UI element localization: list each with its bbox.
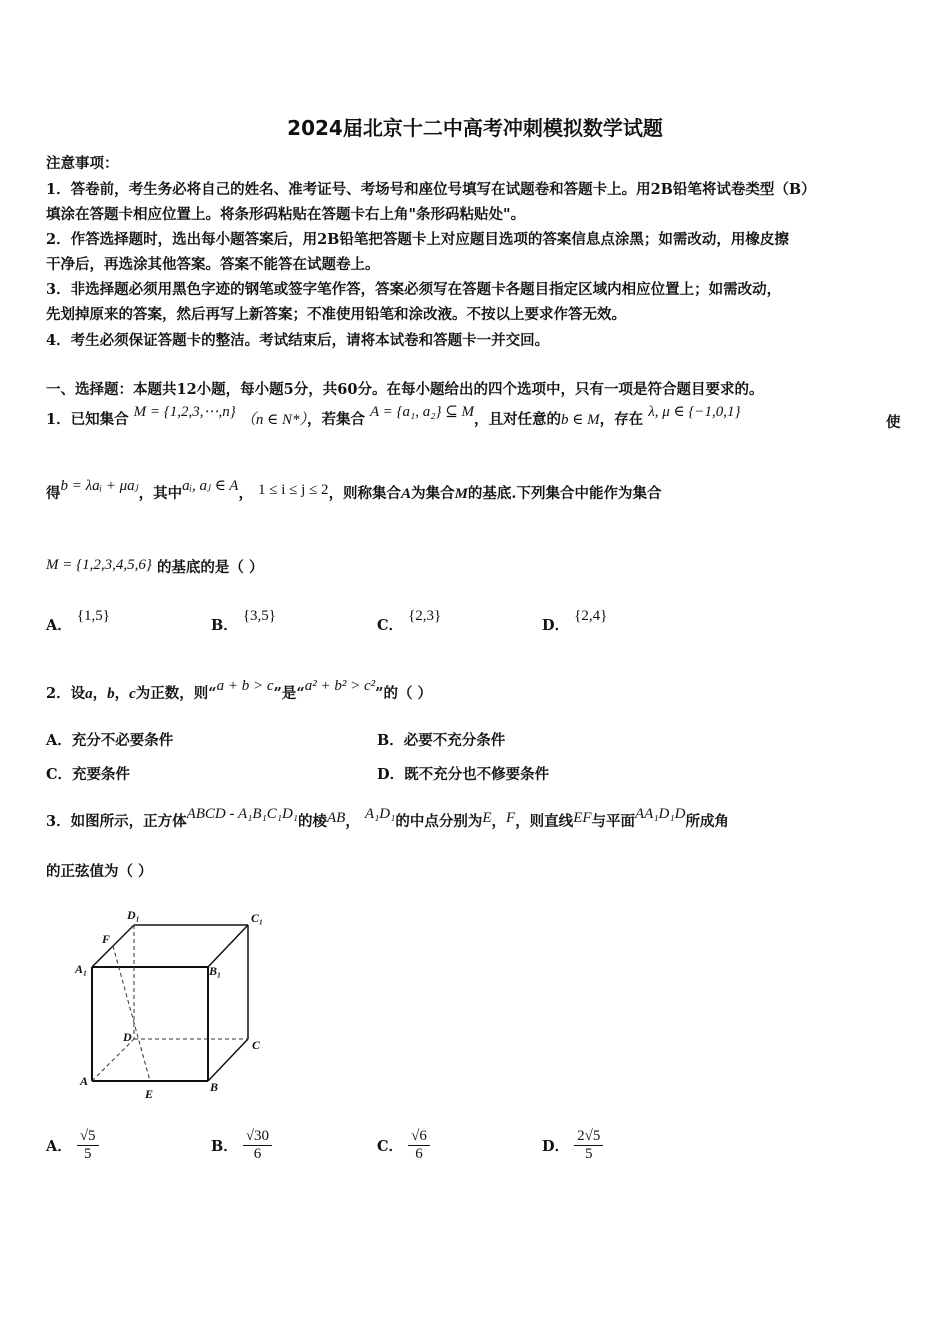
notice-line: 1．答卷前，考生务必将自己的姓名、准考证号、考场号和座位号填写在试题卷和答题卡上。用2B铅笔将试卷类型（B） [46,181,816,198]
q1-option-d[interactable]: D． {2,4} [542,608,608,634]
q2-option-b[interactable]: B．必要不充分条件 [377,732,506,749]
notice-line: 2．作答选择题时，选出每小题答案后，用2B铅笔把答题卡上对应题目选项的答案信息点涂黑；如需改动，用橡皮擦 [46,231,789,248]
question-2: 2．设a，b，c为正数，则“a + b > c”是“a² + b² > c²”的（ ） [46,678,432,702]
q2-option-a[interactable]: A．充分不必要条件 [46,732,174,749]
label-c1: C₁ [251,911,264,925]
q3-option-b[interactable]: B． $\frac{√30}{6}$ [211,1128,272,1163]
q3-option-d[interactable]: D． $\frac{2√5}{5}$ [542,1128,603,1163]
notice-line: 填涂在答题卡相应位置上。将条形码粘贴在答题卡右上角"条形码粘贴处"。 [46,206,526,223]
notice-line: 先划掉原来的答案，然后再写上新答案；不准使用铅笔和涂改液。不按以上要求作答无效。 [46,306,626,323]
notice-line: 4．考生必须保证答题卡的整洁。考试结束后，请将本试卷和答题卡一并交回。 [46,332,550,349]
q2-option-d[interactable]: D．既不充分也不修要条件 [377,766,550,783]
q1-option-a[interactable]: A． {1,5} [46,608,110,634]
label-b1: B₁ [209,964,222,978]
section-heading: 一、选择题：本题共12小题，每小题5分，共60分。在每小题给出的四个选项中，只有一项是符合题目要求的。 [46,381,764,398]
label-a: A [80,1074,89,1088]
q3-option-c[interactable]: C． $\frac{√6}{6}$ [377,1128,430,1163]
cube-figure [70,905,290,1105]
q2-option-c[interactable]: C．充要条件 [46,766,131,783]
question-3-line-2: 的正弦值为（ ） [46,863,153,880]
q1-option-b[interactable]: B． {3,5} [211,608,276,634]
page-title: 2024届北京十二中高考冲刺模拟数学试题 [287,116,663,140]
label-a1: A₁ [75,962,88,976]
question-3-line-1: 3．如图所示，正方体ABCD - A₁B₁C₁D₁的棱AB， A₁D₁的中点分别为E，F，则直线EF与平面AA₁D₁D所成角 [46,806,729,830]
label-d: D [123,1030,132,1044]
label-b: B [210,1080,219,1094]
label-f: F [102,932,111,946]
question-1-line-1: 1．已知集合 M = {1,2,3,⋯,n} （n ∈ N*），若集合 A = {a₁, a₂} ⊆ M，且对任意的b ∈ M，存在 λ, μ ∈ {−1,0,1} [46,404,741,428]
notice-line: 干净后，再选涂其他答案。答案不能答在试题卷上。 [46,256,380,273]
notice-heading: 注意事项： [46,155,119,172]
question-1-line-2: 得b = λaᵢ + μaⱼ，其中aᵢ, aⱼ ∈ A， 1 ≤ i ≤ j ≤ 2，则称集合A为集合M的基底.下列集合中能作为集合 [46,478,662,502]
notice-line: 3．非选择题必须用黑色字迹的钢笔或签字笔作答，答案必须写在答题卡各题目指定区域内相应位置上；如需改动， [46,281,782,298]
q1-option-c[interactable]: C． {2,3} [377,608,442,634]
label-d1: D₁ [127,908,140,922]
q3-option-a[interactable]: A． $\frac{√5}{5}$ [46,1128,99,1163]
label-e: E [145,1087,154,1101]
question-1-line-3: M = {1,2,3,4,5,6} 的基底的是（ ） [46,557,264,576]
question-1-line-1-end: 使 [886,414,901,431]
label-c: C [252,1038,261,1052]
